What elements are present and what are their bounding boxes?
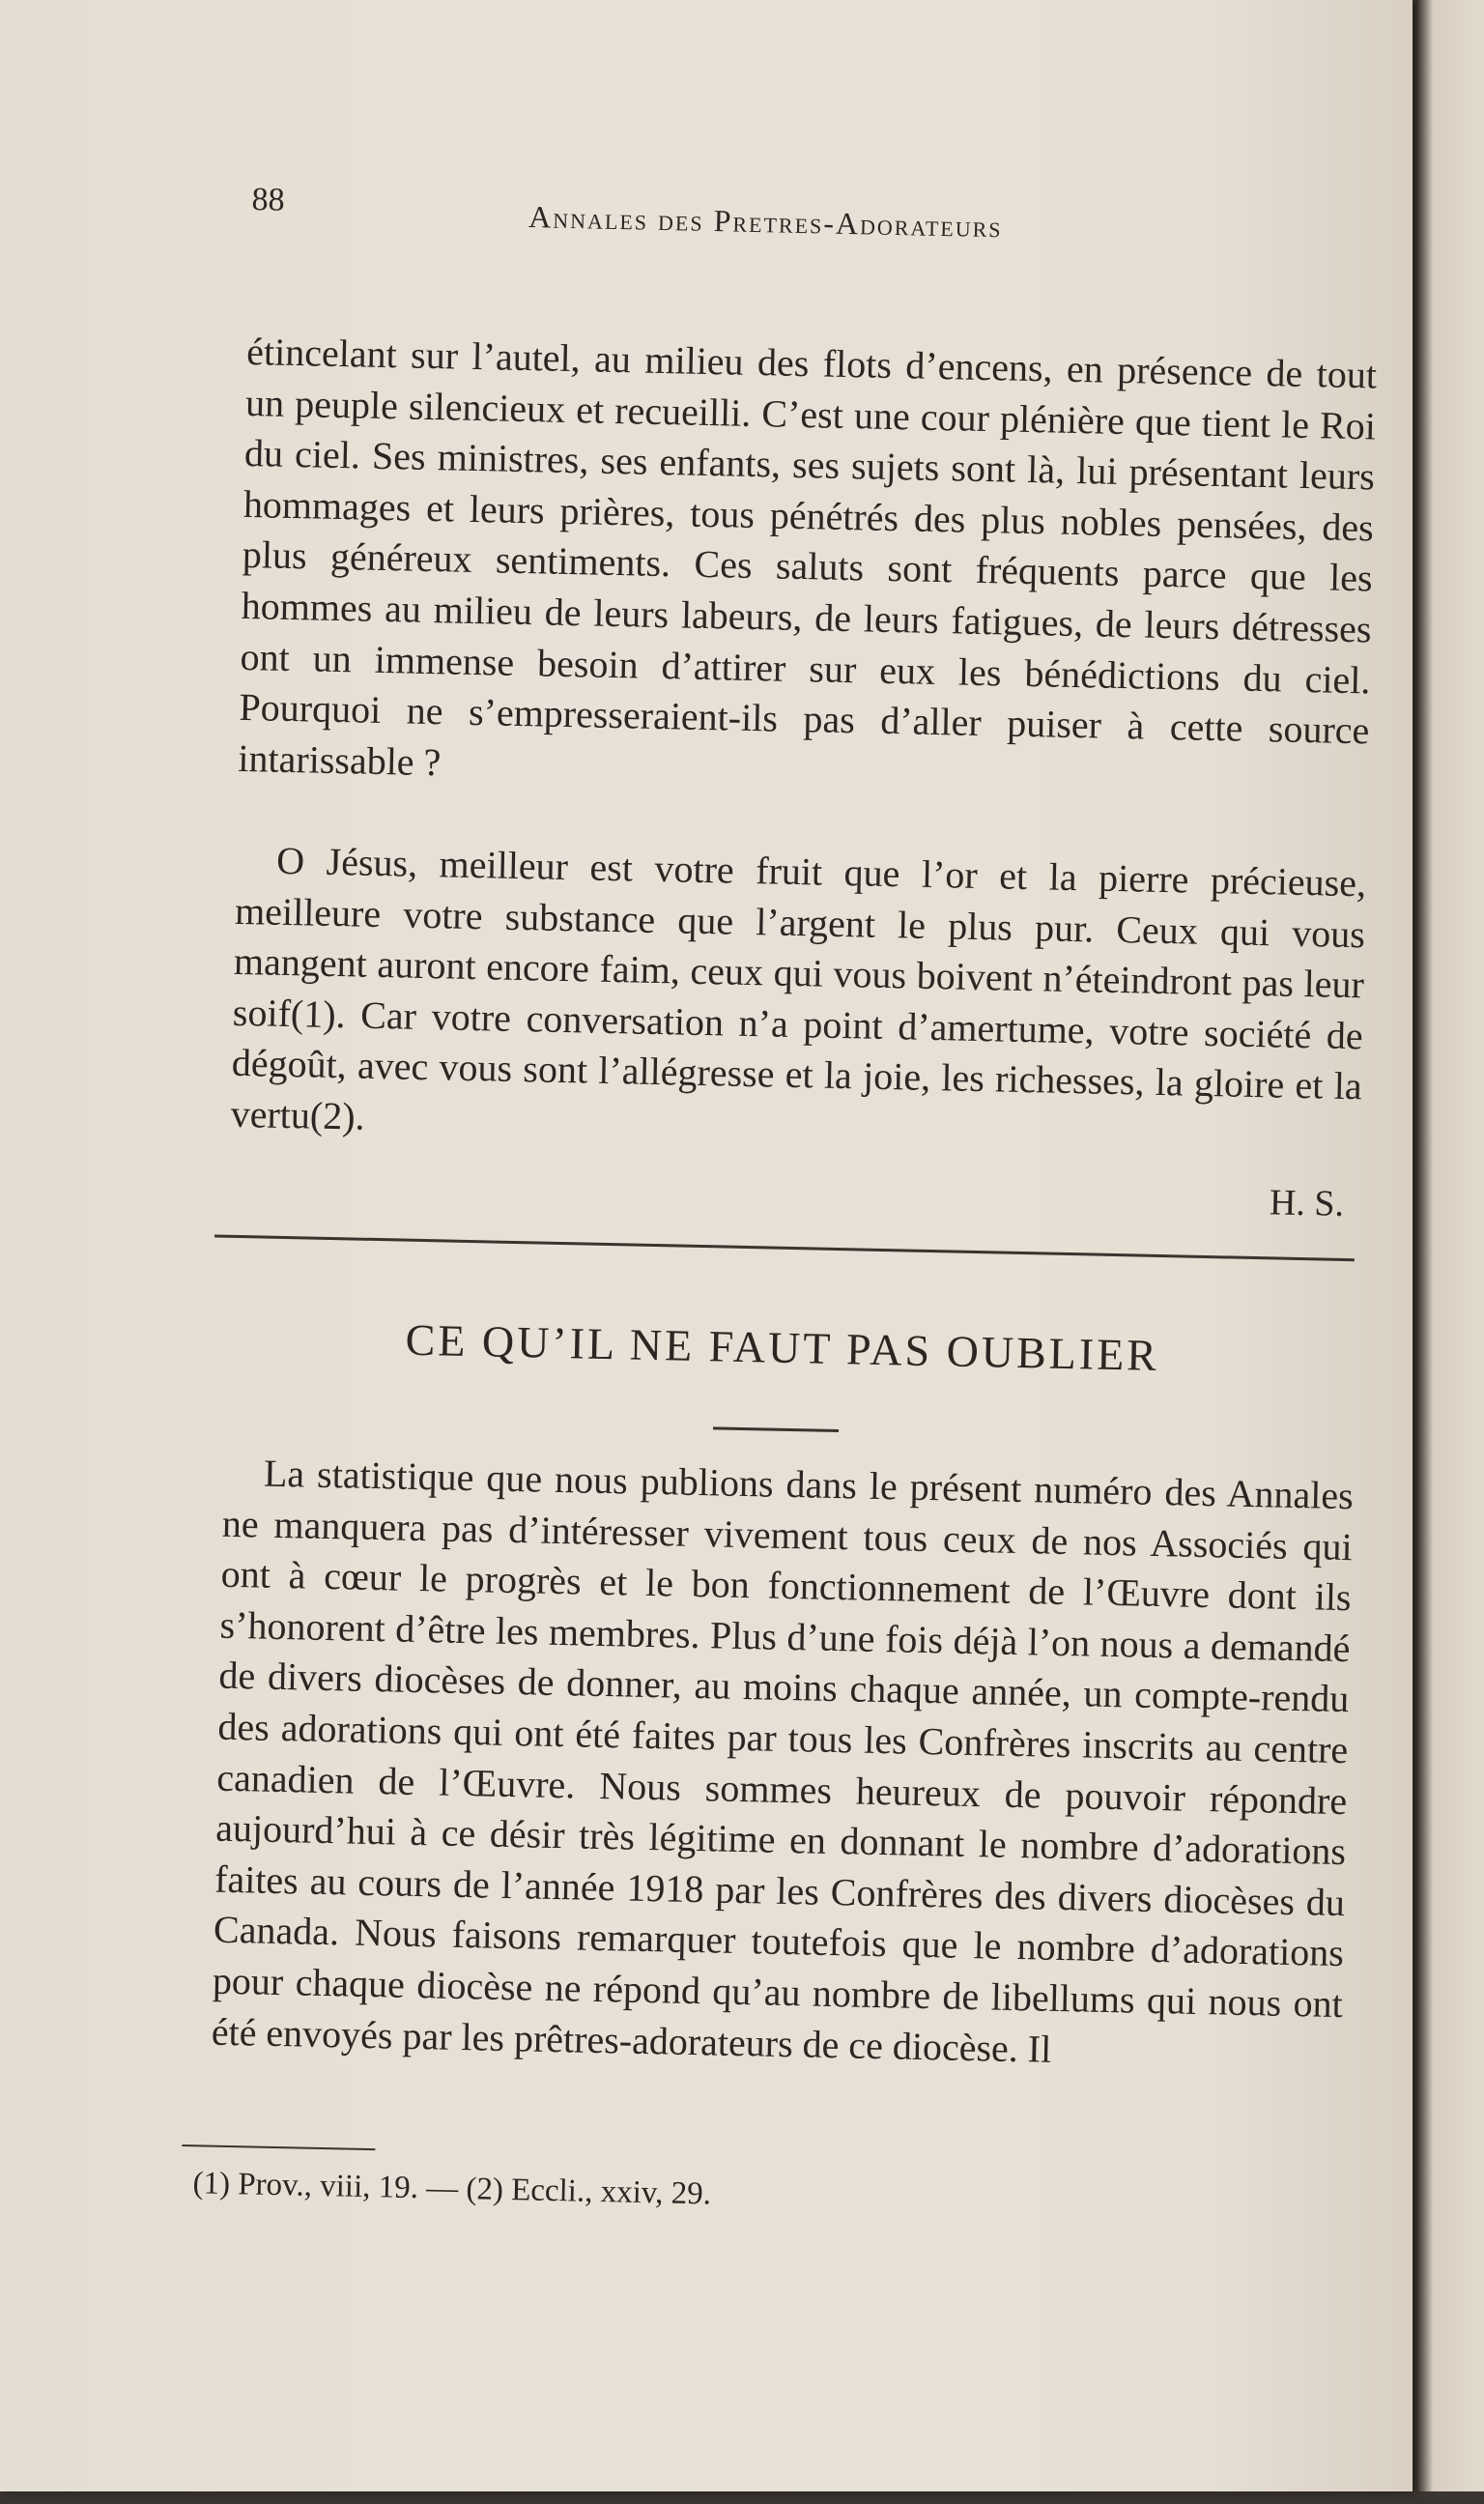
title-underline [713,1426,839,1432]
footnotes: (1) Prov., viii, 19. — (2) Eccli., xxiv, 29. [192,2166,712,2212]
paragraph-1: étincelant sur l’autel, au milieu des flots d’encens, en présence de tout un peuple silencieux et recueilli. C’est une cour plénière que tient le Roi du ciel. Ses ministres, ses enfants, ses sujets sont là, lui présentant leurs hommages et leurs prières, tous pénétrés des plus nobles pensées, des plus généreux sentiments. Ces saluts sont fréquents parce que les hommes au milieu de leurs labeurs, de leurs fatigues, de leurs détresses ont un immense besoin d’attirer sur eux les bénédictions du ciel. Pourquoi ne s’empresseraient-ils pas d’aller puiser à cette source intarissable ? [237,329,1378,785]
section-divider [214,1234,1355,1261]
section-title: CE QU’IL NE FAUT PAS OUBLIER [405,1314,1160,1380]
running-head: Annales des Pretres-Adorateurs [528,199,1004,245]
signature: H. S. [1269,1182,1345,1224]
paragraph-2: O Jésus, meilleur est votre fruit que l’or et la pierre précieuse, meilleure votre substance que l’argent le plus pur. Ceux qui vous mangent auront encore faim, ceux qui vous boivent n’éteindront pas leur soif(1). Car votre conversation n’a point d’amertume, votre société de dégoût, avec vous sont l’allégresse et la joie, les richesses, la gloire et la vertu(2). [230,838,1367,1138]
page-number: 88 [251,182,285,218]
next-page-edge [1416,0,1484,2491]
footnote-divider [182,2144,375,2150]
paragraph-3: La statistique que nous publions dans le présent numéro des Annales ne manquera pas d’intéresser vivement tous ceux de nos Associés qui ont à cœur le progrès et le bon fonctionnement de l’Œuvre dont ils s’honorent d’être les membres. Plus d’une fois déjà l’on nous a demandé de divers diocèses de donner, au moins chaque année, un compte-rendu des adorations qui ont été faites par tous les Confrères inscrits au centre canadien de l’Œuvre. Nous sommes heureux de pouvoir répondre aujourd’hui à ce désir très légitime en donnant le nombre d’adorations faites au cours de l’année 1918 par les Confrères des divers diocèses du Canada. Nous faisons remarquer toutefois que le nombre d’adorations pour chaque diocèse ne répond qu’au nombre de libellums qui nous ont été envoyés par les prêtres-adorateurs de ce diocèse. Il [211,1451,1355,2071]
